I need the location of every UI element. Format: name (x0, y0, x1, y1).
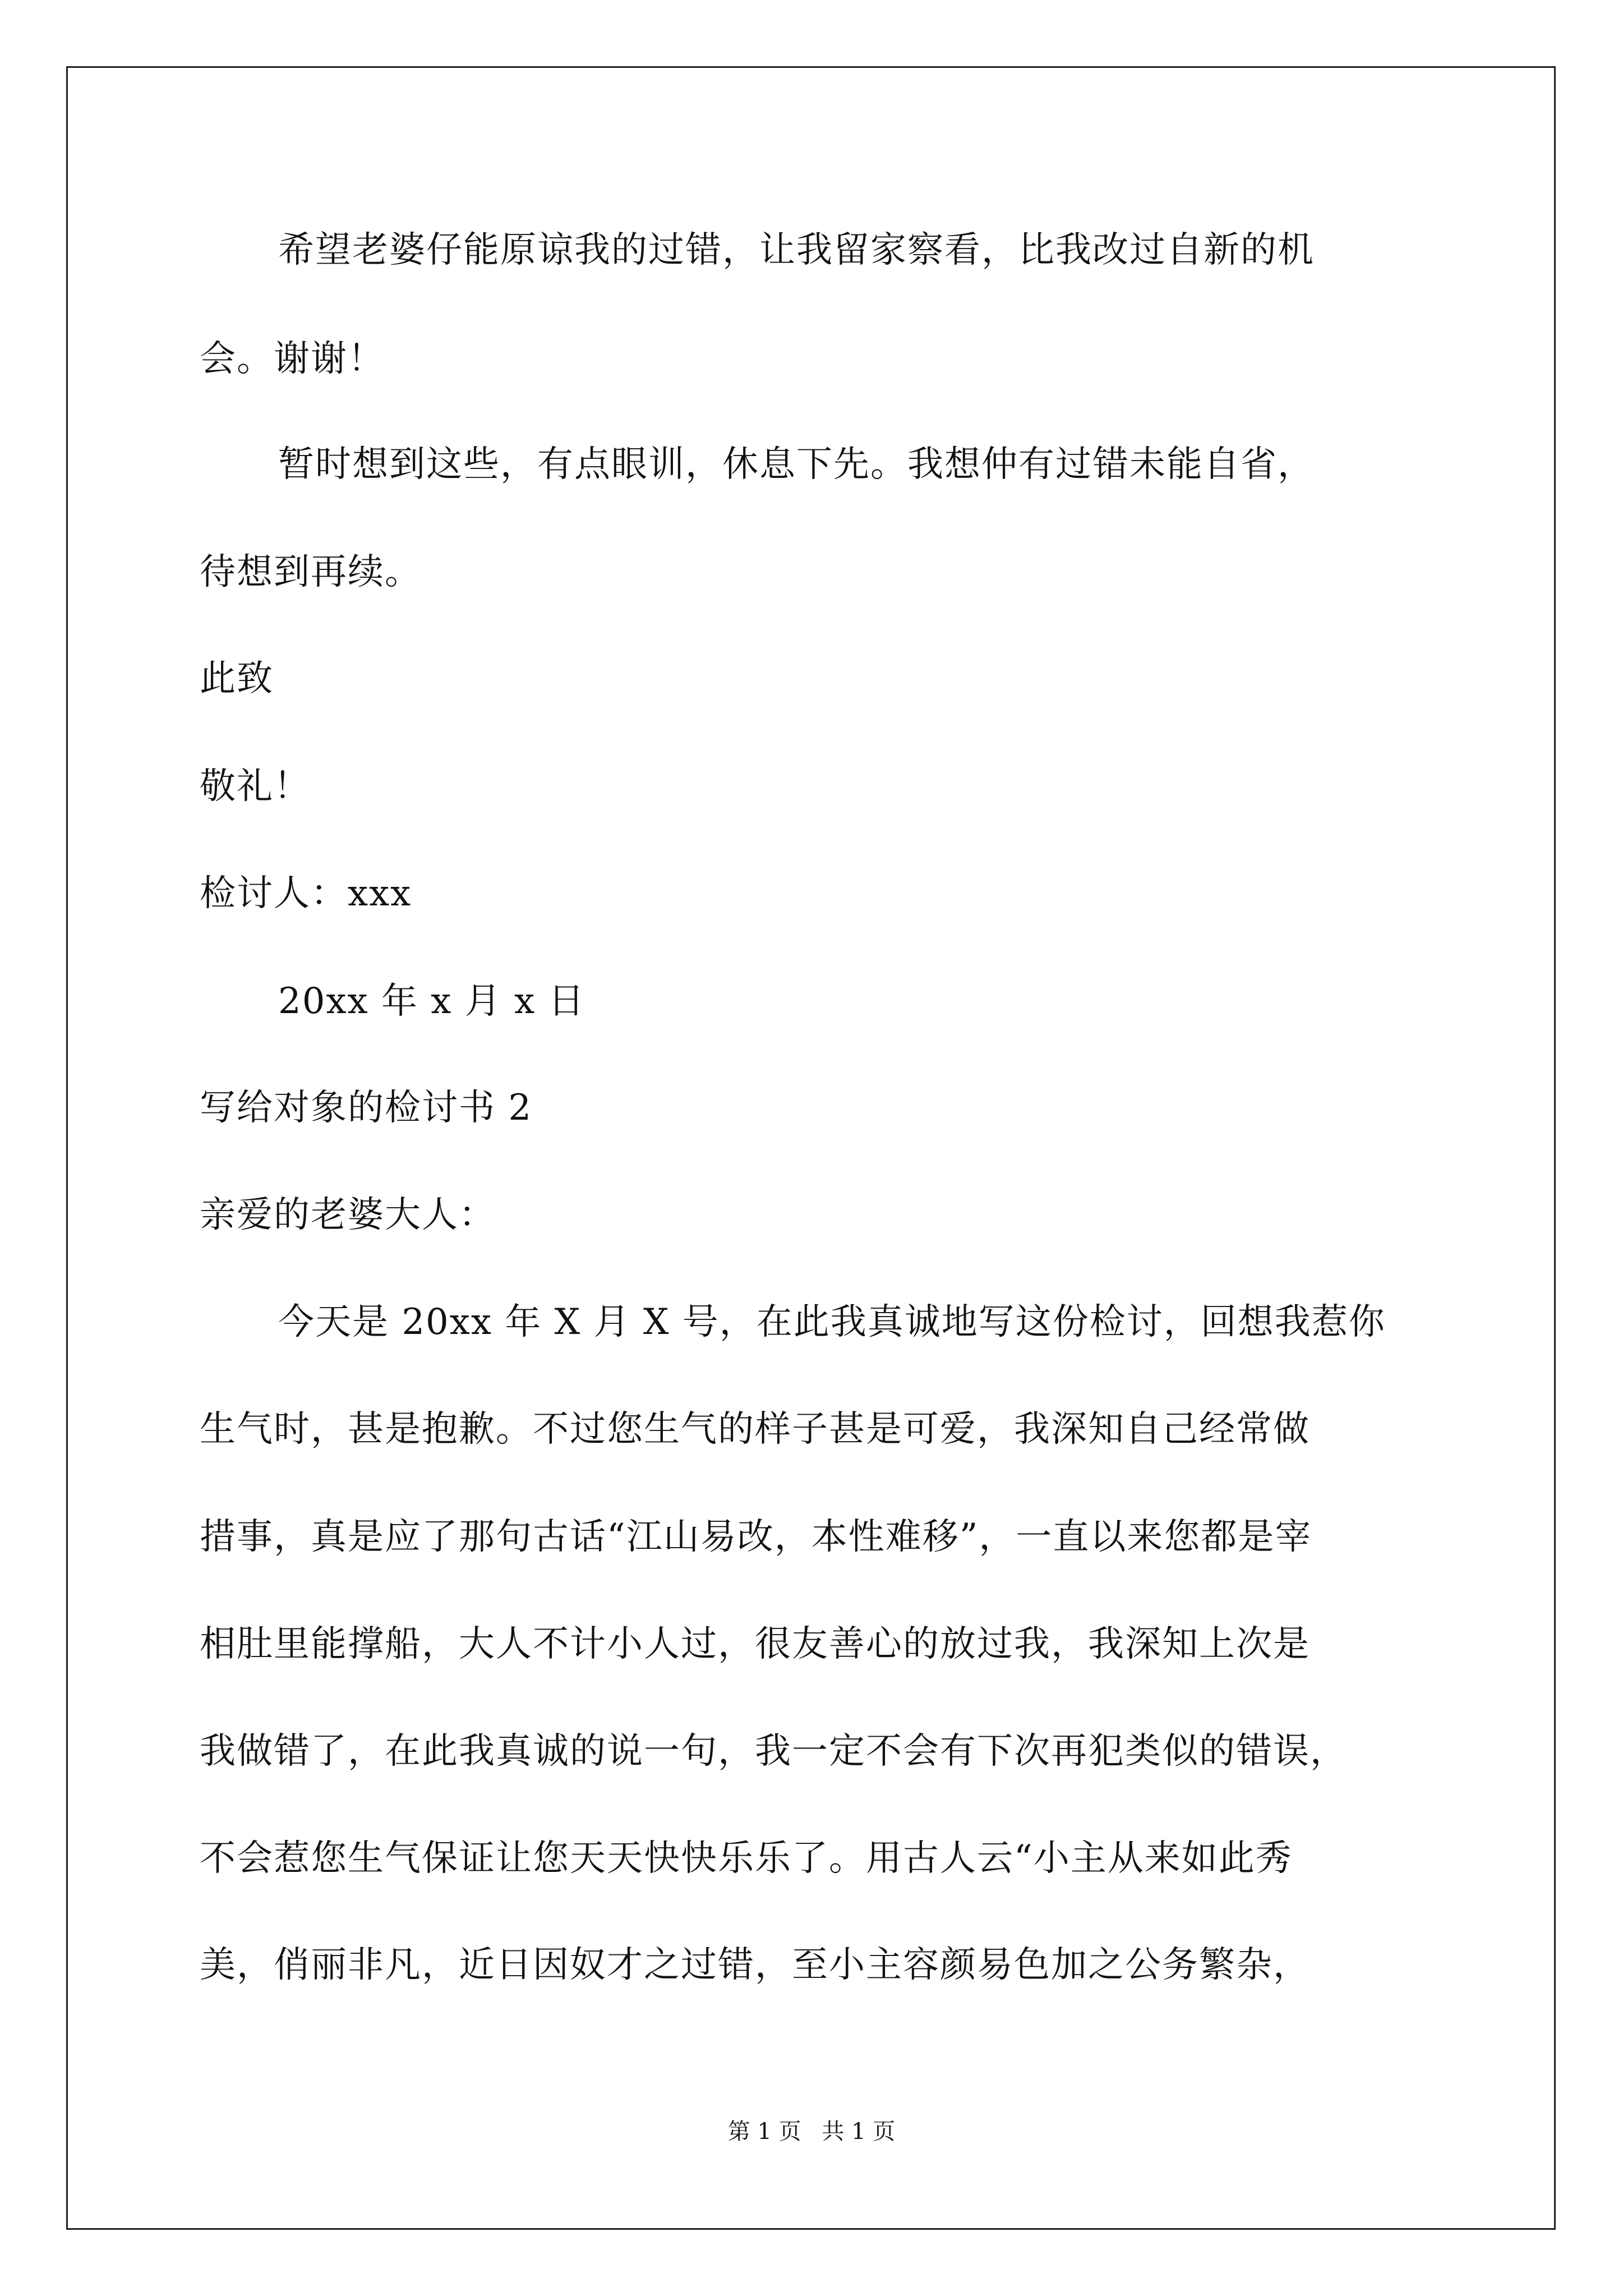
date-line: 20xx 年 x 月 x 日 (278, 981, 585, 1022)
paragraph-line: 希望老婆仔能原谅我的过错，让我留家察看，比我改过自新的机 (278, 229, 1315, 271)
salutation-line: 敬礼！ (200, 766, 311, 807)
page-border (66, 66, 1556, 2230)
signature-line: 检讨人：xxx (200, 873, 412, 914)
paragraph-line: 不会惹您生气保证让您天天快快乐乐了。用古人云“小主从来如此秀 (200, 1838, 1293, 1879)
page-total: 共 1 页 (822, 2119, 896, 2145)
paragraph-line: 待想到再续。 (200, 551, 422, 593)
page-number: 第 1 页 (727, 2119, 801, 2145)
page-footer (0, 2118, 1623, 2146)
paragraph-line: 今天是 20xx 年 X 月 X 号，在此我真诚地写这份检讨，回想我惹你 (278, 1301, 1386, 1343)
paragraph-line: 美，俏丽非凡，近日因奴才之过错，至小主容颜易色加之公务繁杂， (200, 1944, 1310, 1986)
paragraph-line: 暂时想到这些，有点眼训，休息下先。我想仲有过错未能自省， (278, 444, 1315, 485)
greeting-line: 亲爱的老婆大人： (200, 1194, 496, 1236)
paragraph-line: 措事，真是应了那句古话“江山易改，本性难移”，一直以来您都是宰 (200, 1516, 1312, 1558)
paragraph-line: 会。谢谢！ (200, 338, 385, 380)
section-title: 写给对象的检讨书 2 (200, 1087, 533, 1129)
paragraph-line: 我做错了，在此我真诚的说一句，我一定不会有下次再犯类似的错误， (200, 1731, 1347, 1772)
closing-line: 此致 (200, 658, 274, 700)
paragraph-line: 相肚里能撑船，大人不计小人过，很友善心的放过我，我深知上次是 (200, 1623, 1310, 1665)
paragraph-line: 生气时，甚是抱歉。不过您生气的样子甚是可爱，我深知自己经常做 (200, 1409, 1310, 1450)
